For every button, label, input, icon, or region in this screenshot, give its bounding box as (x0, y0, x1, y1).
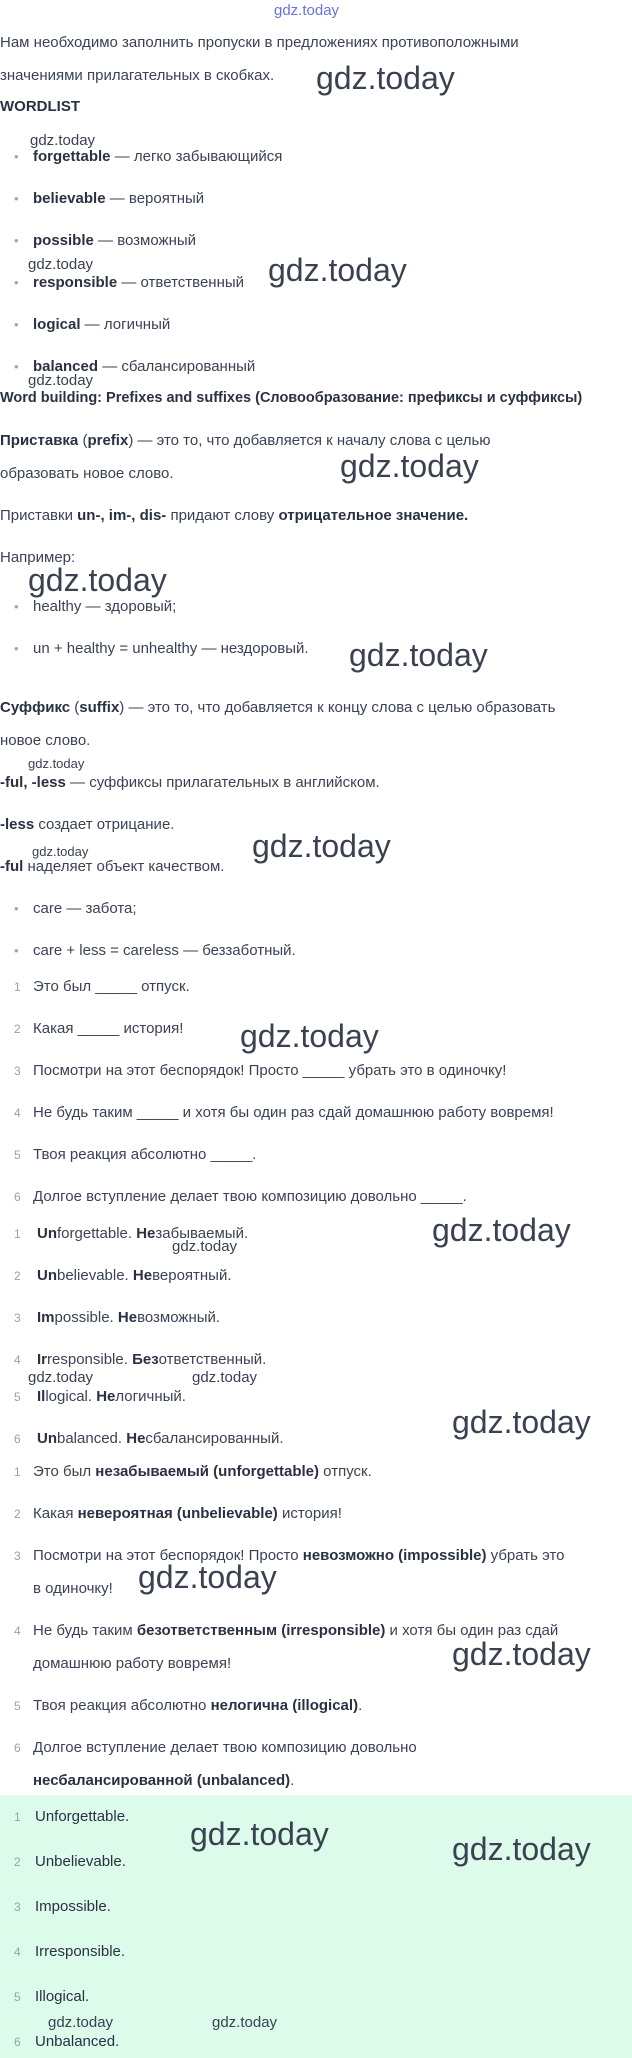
answer-ru-item: Irresponsible. Безответственный. (37, 1351, 267, 1368)
task-item: Не будь таким _____ и хотя бы один раз сдай домашнюю работу вовремя! (33, 1104, 554, 1121)
bullet-icon: • (14, 149, 19, 164)
task-number: 1 (14, 980, 21, 994)
final-answer-item: Irresponsible. (35, 1943, 126, 1960)
answer-number: 4 (14, 1624, 21, 1638)
wordlist-item: forgettable — легко забывающийся (33, 148, 283, 165)
filled-item-line-2: несбалансированной (unbalanced). (33, 1772, 295, 1789)
bullet-icon: • (14, 359, 19, 374)
task-item: Посмотри на этот беспорядок! Просто _____ убрать это в одиночку! (33, 1062, 507, 1079)
watermark: gdz.today (432, 1212, 571, 1248)
watermark: gdz.today (452, 1831, 591, 1867)
filled-item-line-2: домашнюю работу вовремя! (33, 1655, 232, 1672)
suffix-definition-line-2: новое слово. (0, 732, 91, 749)
filled-item: Это был незабываемый (unforgettable) отпуск. (33, 1463, 372, 1480)
answer-number: 4 (14, 1353, 21, 1367)
watermark: gdz.today (240, 1018, 379, 1054)
wordlist-item: possible — возможный (33, 232, 197, 249)
watermark: gdz.today (452, 1636, 591, 1672)
bullet-icon: • (14, 641, 19, 656)
filled-item: Не будь таким безответственным (irresponsible) и хотя бы один раз сдай (33, 1622, 559, 1639)
answer-ru-item: Illogical. Нелогичный. (37, 1388, 186, 1405)
answer-number: 6 (14, 1432, 21, 1446)
answer-number: 1 (14, 1810, 21, 1824)
watermark: gdz.today (138, 1559, 277, 1595)
bullet-icon: • (14, 901, 19, 916)
watermark: gdz.today (212, 2014, 278, 2031)
example-item: healthy — здоровый; (33, 598, 177, 615)
filled-item: Твоя реакция абсолютно нелогична (illogical). (33, 1697, 363, 1714)
answer-number: 3 (14, 1900, 21, 1914)
intro-line-2: значениями прилагательных в скобках. (0, 67, 275, 84)
final-answer-item: Unbalanced. (35, 2033, 120, 2050)
task-item: Твоя реакция абсолютно _____. (33, 1146, 257, 1163)
task-item: Какая _____ история! (33, 1020, 184, 1037)
wordlist-item: responsible — ответственный (33, 274, 245, 291)
prefix-definition: Приставка (prefix) — это то, что добавляется к началу слова с целью (0, 432, 491, 449)
prefix-definition-line-2: образовать новое слово. (0, 465, 174, 482)
bullet-icon: • (14, 275, 19, 290)
ful-line: -ful наделяет объект качеством. (0, 858, 225, 875)
task-number: 6 (14, 1190, 21, 1204)
watermark: gdz.today (28, 562, 167, 598)
watermark: gdz.today (316, 60, 455, 96)
watermark: gdz.today (172, 1238, 238, 1255)
answer-number: 3 (14, 1311, 21, 1325)
answer-number: 1 (14, 1465, 21, 1479)
intro-line-1: Нам необходимо заполнить пропуски в предложениях противоположными (0, 34, 519, 51)
watermark: gdz.today (30, 132, 96, 149)
final-answer-item: Impossible. (35, 1898, 111, 1915)
watermark: gdz.today (192, 1369, 258, 1386)
answer-number: 1 (14, 1227, 21, 1241)
prefix-negative: Приставки un-, im-, dis- придают слову отрицательное значение. (0, 507, 469, 524)
watermark: gdz.today (452, 1404, 591, 1440)
example-item: care — забота; (33, 900, 137, 917)
watermark: gdz.today (28, 1369, 94, 1386)
bullet-icon: • (14, 233, 19, 248)
watermark: gdz.today (28, 756, 85, 771)
answer-number: 5 (14, 1390, 21, 1404)
bullet-icon: • (14, 943, 19, 958)
wordlist-item: believable — вероятный (33, 190, 205, 207)
answer-number: 6 (14, 2035, 21, 2049)
answer-ru-item: Impossible. Невозможный. (37, 1309, 221, 1326)
answer-number: 6 (14, 1741, 21, 1755)
filled-item: Долгое вступление делает твою композицию довольно (33, 1739, 417, 1756)
answer-number: 2 (14, 1507, 21, 1521)
less-line: -less создает отрицание. (0, 816, 175, 833)
bullet-icon: • (14, 599, 19, 614)
watermark: gdz.today (32, 844, 89, 859)
watermark: gdz.today (48, 2014, 114, 2031)
filled-item: Какая невероятная (unbelievable) история! (33, 1505, 342, 1522)
filled-item-line-2: в одиночку! (33, 1580, 113, 1597)
theory-title: Word building: Prefixes and suffixes (Словообразование: префиксы и суффиксы) (0, 390, 583, 406)
example-label: Например: (0, 549, 76, 566)
example-item: care + less = careless — беззаботный. (33, 942, 296, 959)
watermark-top: gdz.today (274, 2, 340, 19)
answer-ru-item: Unbelievable. Невероятный. (37, 1267, 232, 1284)
suffix-ful-less: -ful, -less — суффиксы прилагательных в английском. (0, 774, 380, 791)
answer-number: 5 (14, 1699, 21, 1713)
watermark: gdz.today (268, 252, 407, 288)
final-answer-item: Illogical. (35, 1988, 90, 2005)
example-item: un + healthy = unhealthy — нездоровый. (33, 640, 309, 657)
answer-ru-item: Unforgettable. Незабываемый. (37, 1225, 249, 1242)
wordlist-title: WORDLIST (0, 98, 80, 115)
watermark: gdz.today (252, 828, 391, 864)
final-answer-item: Unbelievable. (35, 1853, 126, 1870)
answer-number: 2 (14, 1855, 21, 1869)
answer-number: 5 (14, 1990, 21, 2004)
suffix-definition: Суффикс (suffix) — это то, что добавляется к концу слова с целью образовать (0, 699, 556, 716)
wordlist-item: logical — логичный (33, 316, 171, 333)
wordlist-item: balanced — сбалансированный (33, 358, 256, 375)
final-answer-item: Unforgettable. (35, 1808, 130, 1825)
answer-number: 4 (14, 1945, 21, 1959)
watermark: gdz.today (190, 1816, 329, 1852)
bullet-icon: • (14, 317, 19, 332)
task-number: 4 (14, 1106, 21, 1120)
watermark: gdz.today (349, 637, 488, 673)
bullet-icon: • (14, 191, 19, 206)
watermark: gdz.today (28, 256, 94, 273)
task-number: 5 (14, 1148, 21, 1162)
answer-number: 3 (14, 1549, 21, 1563)
task-number: 3 (14, 1064, 21, 1078)
answer-number: 2 (14, 1269, 21, 1283)
task-number: 2 (14, 1022, 21, 1036)
answer-ru-item: Unbalanced. Несбалансированный. (37, 1430, 284, 1447)
watermark: gdz.today (340, 448, 479, 484)
filled-item: Посмотри на этот беспорядок! Просто невозможно (impossible) убрать это (33, 1547, 565, 1564)
task-item: Долгое вступление делает твою композицию довольно _____. (33, 1188, 467, 1205)
task-item: Это был _____ отпуск. (33, 978, 190, 995)
watermark: gdz.today (28, 372, 94, 389)
